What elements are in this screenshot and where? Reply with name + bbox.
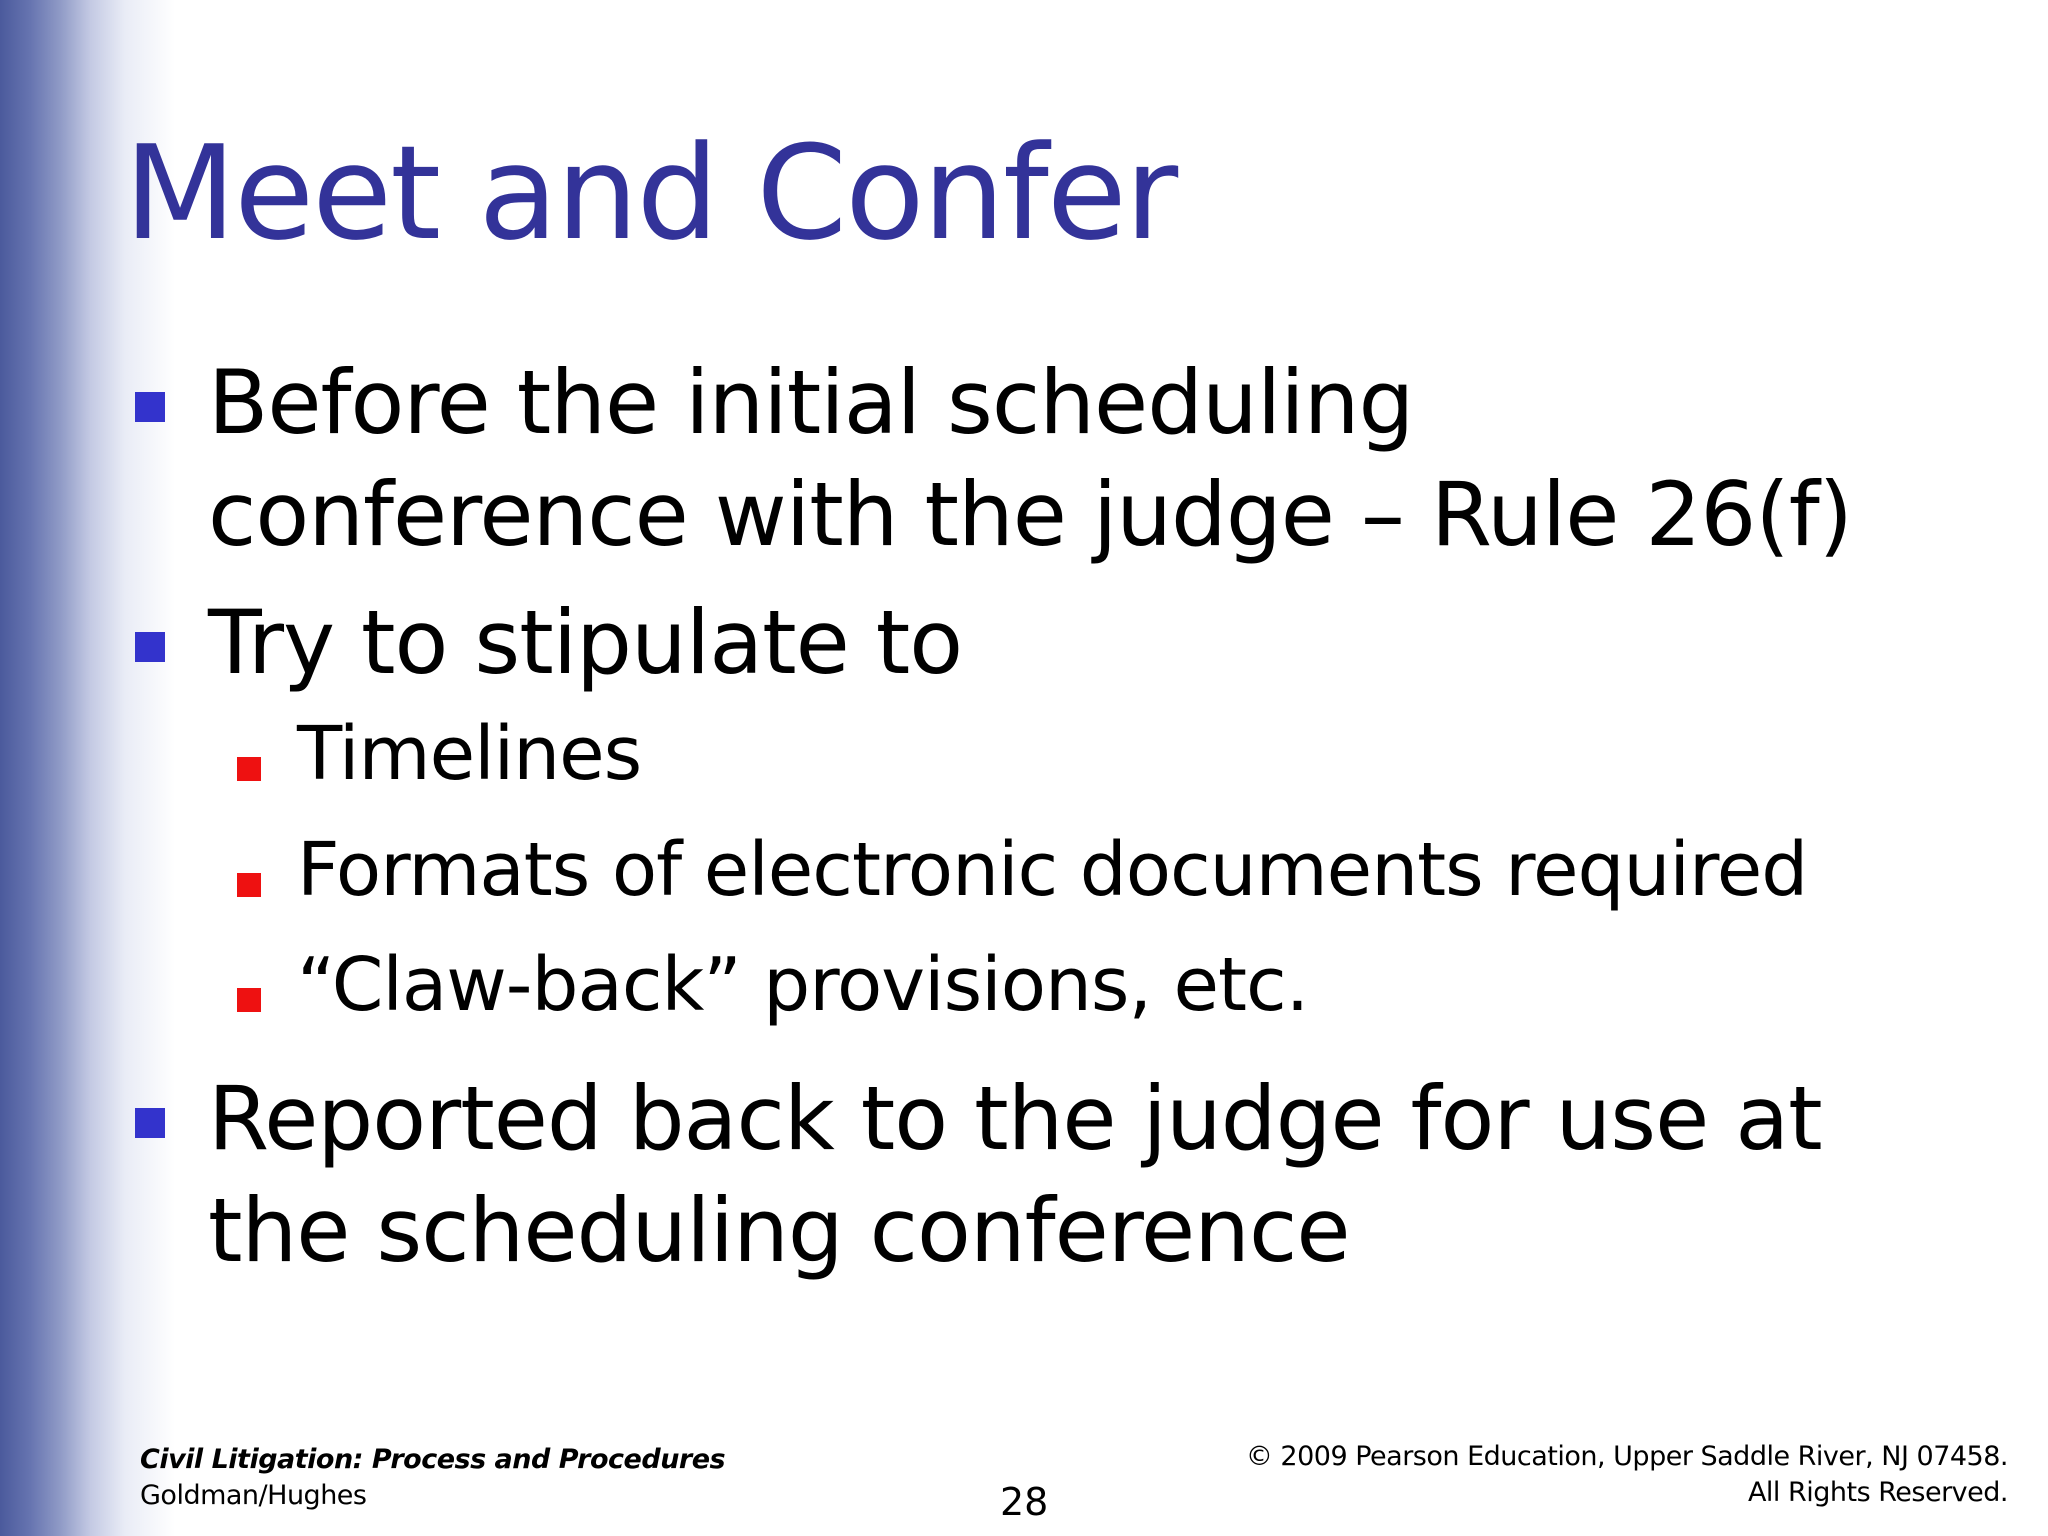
sub-bullet-text: Formats of electronic documents required xyxy=(297,827,1808,913)
sub-bullet-text: Timelines xyxy=(297,711,642,797)
footer-rights: All Rights Reserved. xyxy=(1747,1477,2008,1508)
sub-bullet-text: “Claw-back” provisions, etc. xyxy=(297,942,1309,1028)
bullet-square-icon xyxy=(135,392,165,422)
bullet-square-icon xyxy=(135,632,165,662)
sub-bullet-square-icon xyxy=(237,873,261,897)
bullet-item xyxy=(208,587,1908,699)
page-number: 28 xyxy=(1000,1480,1049,1524)
footer-book-title: Civil Litigation: Process and Procedures xyxy=(140,1444,726,1475)
bullet-text: Reported back to the judge for use at the scheduling conference xyxy=(208,1067,1822,1282)
bullet-item xyxy=(208,1063,1958,1287)
bullet-text: Try to stipulate to xyxy=(208,591,963,694)
sub-bullet-item xyxy=(297,710,641,798)
sub-bullet-item xyxy=(297,826,1807,914)
sub-bullet-square-icon xyxy=(237,757,261,781)
sub-bullet-item xyxy=(297,941,1308,1029)
bullet-square-icon xyxy=(135,1108,165,1138)
footer-authors: Goldman/Hughes xyxy=(140,1480,367,1511)
bullet-item xyxy=(208,347,1908,571)
footer-copyright: © 2009 Pearson Education, Upper Saddle River, NJ 07458. xyxy=(1245,1441,2008,1472)
slide-title: Meet and Confer xyxy=(124,117,1177,269)
sub-bullet-square-icon xyxy=(237,988,261,1012)
bullet-text: Before the initial scheduling conference with the judge – Rule 26(f) xyxy=(208,351,1853,566)
